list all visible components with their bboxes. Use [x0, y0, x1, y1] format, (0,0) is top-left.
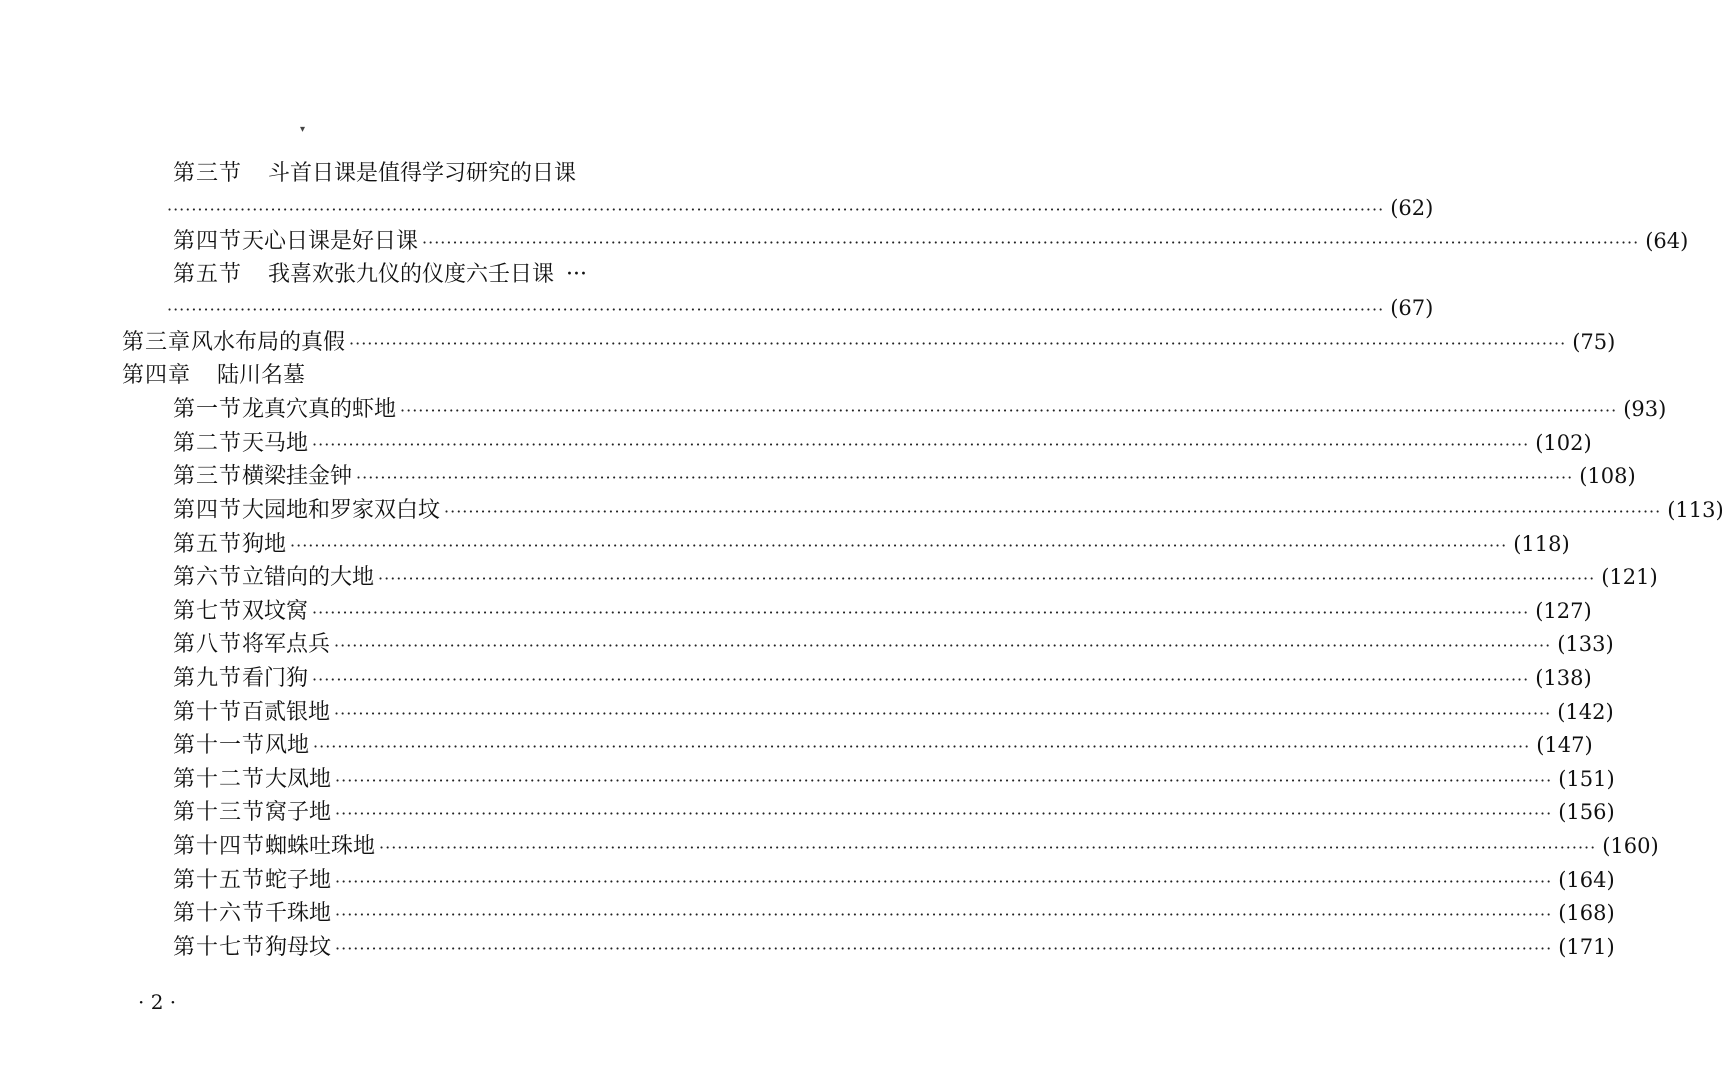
toc-continuation: [163, 192, 1434, 224]
toc-page-number: (151): [1558, 766, 1615, 791]
toc-title: 龙真穴真的虾地: [242, 397, 397, 423]
toc-page-number: (118): [1513, 531, 1570, 556]
leader-dots: ········································································································································································································: [335, 938, 1553, 958]
header-mark: ▾: [300, 124, 306, 135]
toc-label: 第三节: [173, 161, 243, 186]
toc-trailing-dots: ···: [566, 261, 588, 287]
toc-label: 第十三节: [173, 800, 266, 826]
toc-section: [173, 931, 1615, 963]
toc-label: 第六节: [173, 565, 243, 591]
toc-label: 第十四节: [173, 834, 266, 859]
leader-dots: ········································································································································································································: [167, 199, 1385, 219]
leader-dots: ········································································································································································································: [334, 703, 1552, 723]
toc-label: 第四节: [173, 498, 243, 523]
toc-page-number: (138): [1535, 666, 1592, 690]
toc-section: [173, 528, 1570, 560]
toc-page-number: (142): [1557, 699, 1614, 724]
toc-continuation: [163, 292, 1434, 324]
page-number: · 2 ·: [138, 990, 177, 1014]
toc-title: 大园地和罗家双白坟: [242, 498, 441, 523]
leader-dots: ········································································································································································································: [334, 636, 1552, 656]
toc-page-number: (67): [1390, 296, 1434, 321]
toc-title: 看门狗: [242, 666, 309, 691]
toc-title: 蜘蛛吐珠地: [265, 834, 376, 859]
toc-section: [173, 662, 1592, 694]
toc-label: 第十节: [173, 699, 243, 725]
leader-dots: ········································································································································································································: [335, 905, 1553, 925]
toc-page-number: (121): [1601, 565, 1658, 590]
leader-dots: ········································································································································································································: [312, 602, 1530, 622]
leader-dots: ········································································································································································································: [312, 434, 1530, 454]
leader-dots: ········································································································································································································: [167, 300, 1385, 320]
leader-dots: ········································································································································································································: [400, 401, 1618, 421]
toc-label: 第十五节: [173, 867, 266, 893]
leader-dots: ········································································································································································································: [335, 770, 1553, 790]
toc-label: 第八节: [173, 632, 243, 658]
toc-chapter: [122, 326, 1616, 358]
toc-page-number: (160): [1602, 834, 1659, 858]
toc-page-number: (62): [1390, 195, 1434, 220]
leader-dots: ········································································································································································································: [313, 737, 1531, 757]
toc-label: 第三章: [122, 330, 192, 355]
toc-label: 第十一节: [173, 733, 266, 759]
toc-title: 风地: [265, 733, 310, 759]
leader-dots: ········································································································································································································: [378, 569, 1596, 589]
toc-title: 陆川名墓: [217, 362, 306, 388]
toc-title: 我喜欢张九仪的仪度六壬日课: [268, 261, 555, 287]
toc-title: 蛇子地: [265, 867, 332, 893]
toc-title: 风水布局的真假: [191, 330, 346, 355]
toc-section: [173, 225, 1689, 257]
toc-title: 狗母坟: [265, 934, 332, 960]
leader-dots: ········································································································································································································: [290, 535, 1508, 555]
toc-section: [173, 595, 1592, 627]
toc-section: [173, 494, 1724, 526]
toc-title: 横梁挂金钟: [242, 464, 353, 490]
toc-page-number: (171): [1558, 934, 1615, 959]
toc-title: 斗首日课是值得学习研究的日课: [268, 161, 577, 186]
toc-section: [173, 696, 1614, 728]
leader-dots: ········································································································································································································: [422, 233, 1640, 253]
toc-section: [173, 729, 1593, 761]
toc-label: 第二节: [173, 430, 243, 456]
toc-page-number: (168): [1558, 901, 1615, 926]
toc-page-number: (113): [1667, 498, 1724, 522]
toc-page-number: (164): [1558, 867, 1615, 892]
toc-page-number: (156): [1558, 800, 1615, 825]
leader-dots: ········································································································································································································: [312, 670, 1530, 689]
toc-title: 百贰银地: [242, 699, 331, 725]
toc-section: [173, 864, 1615, 896]
toc-label: 第五节: [173, 531, 243, 557]
toc-section: [173, 158, 645, 190]
toc-label: 第十六节: [173, 901, 266, 927]
toc-title: 大凤地: [265, 766, 332, 792]
leader-dots: ········································································································································································································: [349, 334, 1567, 353]
toc-title: 千珠地: [265, 901, 332, 927]
toc-title: 将军点兵: [242, 632, 331, 658]
toc-label: 第十二节: [173, 766, 266, 792]
toc-label: 第五节: [173, 261, 243, 287]
toc-section: [173, 763, 1615, 795]
toc-page-number: (108): [1579, 464, 1636, 489]
toc-section: [173, 830, 1659, 862]
toc-label: 第四节: [173, 229, 243, 255]
toc-section: [173, 796, 1615, 828]
toc-section: [173, 628, 1614, 660]
leader-dots: ········································································································································································································: [335, 804, 1553, 824]
toc-section: [173, 259, 645, 291]
leader-dots: ········································································································································································································: [444, 502, 1662, 521]
toc-label: 第七节: [173, 598, 243, 624]
toc-label: 第三节: [173, 464, 243, 490]
toc-page-number: (133): [1557, 632, 1614, 657]
toc-section: [173, 897, 1615, 929]
leader-dots: ········································································································································································································: [335, 871, 1553, 891]
toc-section: [173, 561, 1658, 593]
toc-title: 天马地: [242, 430, 309, 456]
toc-section: [173, 393, 1667, 425]
toc-label: 第一节: [173, 397, 243, 423]
toc-page-number: (64): [1645, 229, 1689, 254]
toc-section: [173, 460, 1636, 492]
toc-chapter: [122, 360, 645, 392]
toc-label: 第九节: [173, 666, 243, 691]
leader-dots: ········································································································································································································: [356, 468, 1574, 488]
toc-page-number: (127): [1535, 598, 1592, 623]
toc-page-number: (102): [1535, 430, 1592, 455]
toc-page-number: (147): [1536, 733, 1593, 758]
toc-page-number: (93): [1623, 397, 1667, 422]
toc-label: 第四章: [122, 362, 192, 388]
toc-title: 立错向的大地: [242, 565, 375, 591]
toc-title: 狗地: [242, 531, 287, 557]
toc-title: 窝子地: [265, 800, 332, 826]
leader-dots: ········································································································································································································: [379, 838, 1597, 857]
toc-section: [173, 427, 1592, 459]
toc-label: 第十七节: [173, 934, 266, 960]
toc-title: 双坟窝: [242, 598, 309, 624]
toc-title: 天心日课是好日课: [242, 229, 419, 255]
toc-page-number: (75): [1572, 330, 1616, 354]
